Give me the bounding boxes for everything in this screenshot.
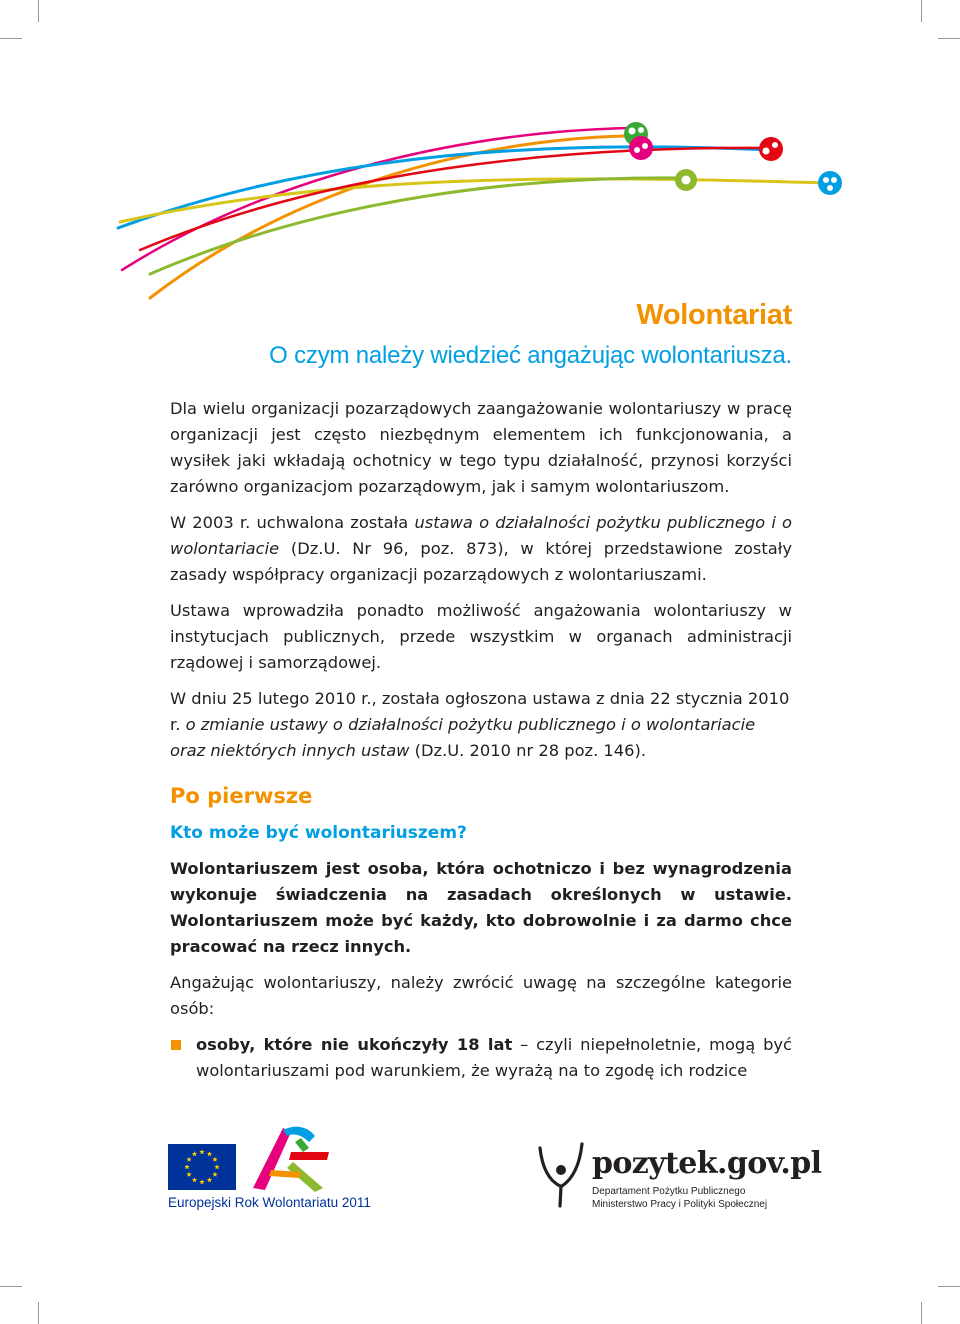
page-title: Wolontariat bbox=[636, 299, 792, 331]
swoosh-line-red bbox=[140, 148, 770, 250]
act-title-italic: ustawa o działalności pożytku publicznego i o wolontariacie bbox=[170, 513, 792, 558]
section-title: Po pierwsze bbox=[170, 784, 313, 808]
european-year-volunteering-emblem-icon bbox=[243, 1118, 335, 1194]
pozytek-site-name: pozytek.gov.pl bbox=[592, 1146, 822, 1181]
definition-paragraph: Wolontariuszem jest osoba, która ochotniczo i bez wynagrodzenia wykonuje świadczenia na zasadach określonych w ustawie. Wolontariuszem może być każdy, kto dobrowolnie i za darmo chce pracować na rzecz innych. bbox=[170, 859, 792, 956]
paragraph-2010-amendment: W dniu 25 lutego 2010 r., została ogłoszona ustawa z dnia 22 stycznia 2010 r. o zmianie ustawy o działalności pożytku publicznego i o wolontariacie oraz niektórych innych ustaw (Dz.U. 2010 nr 28 poz. 146). bbox=[170, 689, 790, 760]
list-item: osoby, które nie ukończyły 18 lat – czyli niepełnoletnie, mogą być wolontariuszami pod warunkiem, że wyrażą na to zgodę ich rodzice bbox=[170, 1032, 792, 1084]
crop-mark bbox=[0, 1286, 22, 1287]
dot-red-icon bbox=[759, 137, 783, 161]
paragraph-categories: Angażując wolontariuszy, należy zwrócić uwagę na szczególne kategorie osób: bbox=[170, 973, 792, 1018]
category-list bbox=[170, 1032, 792, 1084]
pozytek-ministry: Ministerstwo Pracy i Polityki Społecznej bbox=[592, 1199, 768, 1210]
eu-flag-icon bbox=[168, 1144, 236, 1190]
section-question: Kto może być wolontariuszem? bbox=[170, 823, 467, 843]
paragraph-intro: Dla wielu organizacji pozarządowych zaangażowanie wolontariuszy w pracę organizacji jest często niezbędnym elementem ich funkcjonowania, a wysiłek jaki wkładają ochotnicy w tego typu działalność, przynosi korzyści zarówno organizacjom pozarządowym, jak i samym wolontariuszom. bbox=[170, 399, 792, 496]
crop-mark bbox=[938, 1286, 960, 1287]
dot-olive-icon bbox=[675, 169, 697, 191]
paragraph-2003-act: W 2003 r. uchwalona została ustawa o działalności pożytku publicznego i o wolontariacie (Dz.U. Nr 96, poz. 873), w której przedstawione zostały zasady współpracy organizacji pozarządowych z wolontariuszami. bbox=[170, 513, 792, 584]
crop-mark bbox=[38, 1302, 39, 1324]
crop-mark bbox=[921, 1302, 922, 1324]
pozytek-department: Departament Pożytku Publicznego bbox=[592, 1186, 746, 1197]
page-subtitle: O czym należy wiedzieć angażując wolontariusza. bbox=[269, 342, 792, 369]
square-bullet-icon bbox=[171, 1040, 181, 1050]
document-body bbox=[170, 396, 792, 1084]
dot-pink-icon bbox=[629, 136, 653, 160]
dot-blue-icon bbox=[818, 171, 842, 195]
amendment-title-italic: o zmianie ustawy o działalności pożytku publicznego i o wolontariacie oraz niektórych innych ustaw bbox=[170, 715, 756, 760]
paragraph-public-institutions: Ustawa wprowadziła ponadto możliwość angażowania wolontariuszy w instytucjach publicznych, przede wszystkim w organach administracji rządowej i samorządowej. bbox=[170, 601, 792, 672]
header-swoosh-art bbox=[0, 0, 960, 300]
pozytek-figure-logo-icon bbox=[534, 1140, 590, 1208]
eu-year-caption: Europejski Rok Wolontariatu 2011 bbox=[168, 1195, 371, 1210]
